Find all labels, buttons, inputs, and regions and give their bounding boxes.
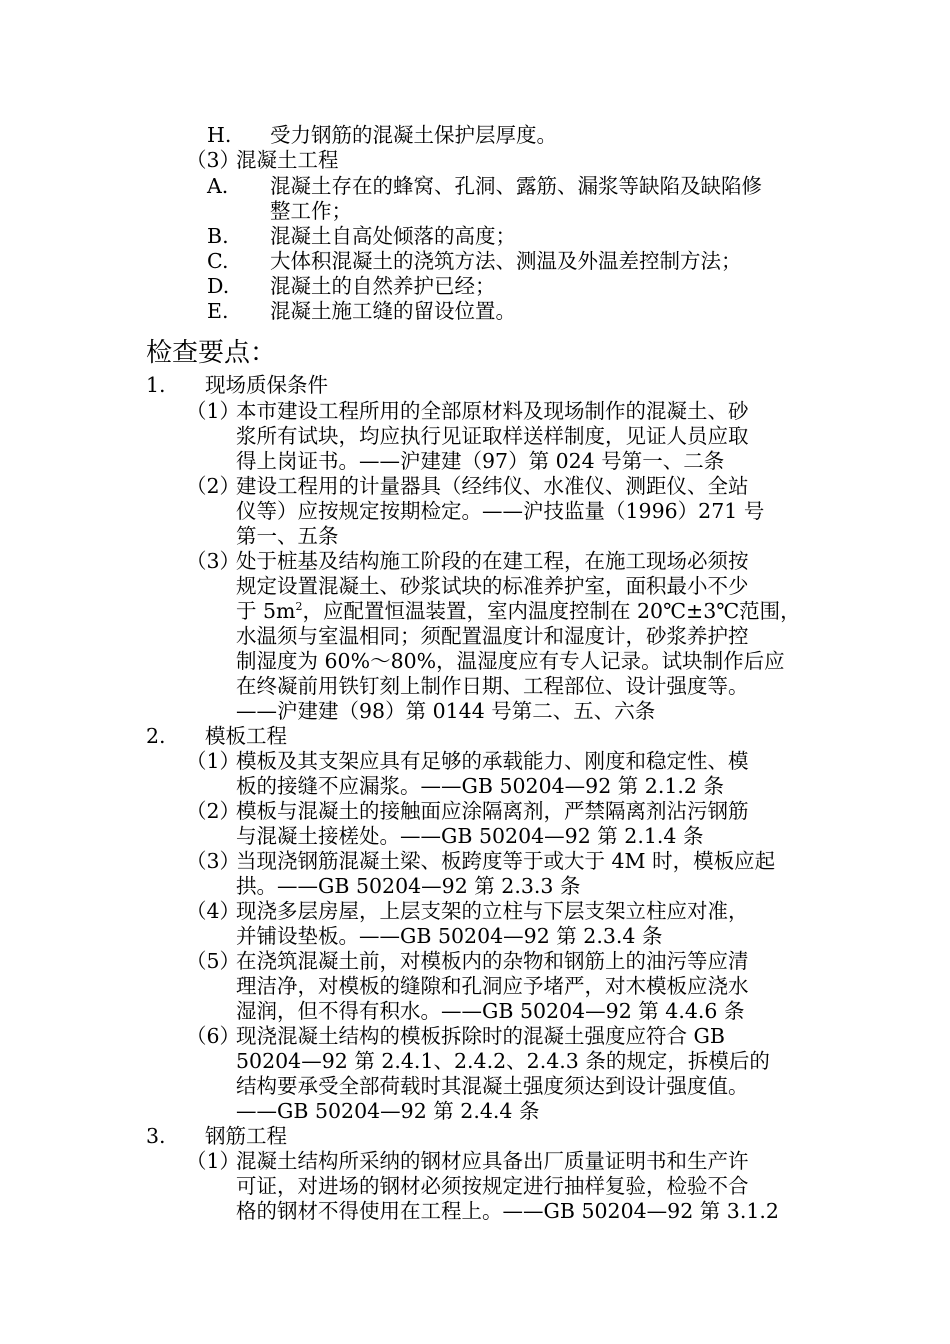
clause-text: 并铺设垫板。——GB 50204—92 第 2.3.4 条: [236, 924, 663, 948]
list-marker: D.: [207, 274, 230, 298]
list-item-text: 混凝土存在的蜂窝、孔洞、露筋、漏浆等缺陷及缺陷修: [270, 174, 762, 198]
clause-text: 拱。——GB 50204—92 第 2.3.3 条: [236, 874, 581, 898]
section-title: 现场质保条件: [205, 373, 328, 397]
clause-text: 第一、五条: [236, 524, 339, 548]
clause-text: 理洁净，对模板的缝隙和孔洞应予堵严，对木模板应浇水: [236, 974, 749, 998]
clause-text: 格的钢材不得使用在工程上。——GB 50204—92 第 3.1.2: [236, 1199, 779, 1223]
list-item-text: 受力钢筋的混凝土保护层厚度。: [270, 123, 557, 147]
clause-marker: （6）: [186, 1024, 241, 1048]
clause-text: 制湿度为 60%～80%，温湿度应有专人记录。试块制作后应: [236, 649, 785, 673]
check-points-heading: 检查要点：: [146, 338, 277, 368]
clause-text: 50204—92 第 2.4.1、2.4.2、2.4.3 条的规定，拆模后的: [236, 1049, 770, 1073]
clause-marker: （3）: [186, 849, 241, 873]
list-marker: A.: [207, 174, 229, 198]
clause-text: 在浇筑混凝土前，对模板内的杂物和钢筋上的油污等应清: [236, 949, 749, 973]
clause-text: 板的接缝不应漏浆。——GB 50204—92 第 2.1.2 条: [236, 774, 724, 798]
clause-text: [236, 599, 801, 624]
clause-marker: （1）: [186, 399, 241, 423]
clause-text: 模板与混凝土的接触面应涂隔离剂，严禁隔离剂沾污钢筋: [236, 799, 749, 823]
clause-text: ——沪建建（98）第 0144 号第二、五、六条: [236, 699, 656, 723]
list-item-text: 大体积混凝土的浇筑方法、测温及外温差控制方法；: [270, 249, 742, 273]
clause-text: 仪等）应按规定按期检定。——沪技监量（1996）271 号: [236, 499, 765, 523]
list-marker: B.: [207, 224, 229, 248]
list-marker: C.: [207, 249, 229, 273]
section-number: 3.: [146, 1124, 166, 1148]
list-item-text: 整工作；: [270, 199, 352, 223]
clause-text: ——GB 50204—92 第 2.4.4 条: [236, 1099, 540, 1123]
clause-text: 湿润，但不得有积水。——GB 50204—92 第 4.4.6 条: [236, 999, 745, 1023]
clause-text: 建设工程用的计量器具（经纬仪、水准仪、测距仪、全站: [236, 474, 749, 498]
section-title: 模板工程: [205, 724, 287, 748]
list-marker: H.: [207, 123, 232, 147]
clause-marker: （1）: [186, 749, 241, 773]
clause-text: 现浇多层房屋，上层支架的立柱与下层支架立柱应对准，: [236, 899, 749, 923]
list-marker: E.: [207, 299, 229, 323]
clause-text: 在终凝前用铁钉刻上制作日期、工程部位、设计强度等。: [236, 674, 749, 698]
clause-text: 模板及其支架应具有足够的承载能力、刚度和稳定性、模: [236, 749, 749, 773]
clause-text: 结构要承受全部荷载时其混凝土强度须达到设计强度值。: [236, 1074, 749, 1098]
list-item-text: 混凝土施工缝的留设位置。: [270, 299, 516, 323]
subsection-marker: （3）: [186, 148, 241, 172]
clause-text: 得上岗证书。——沪建建（97）第 024 号第一、二条: [236, 449, 725, 473]
section-number: 1.: [146, 373, 166, 397]
clause-text: 规定设置混凝土、砂浆试块的标准养护室，面积最小不少: [236, 574, 749, 598]
list-item-text: 混凝土自高处倾落的高度；: [270, 224, 516, 248]
clause-text: 处于桩基及结构施工阶段的在建工程，在施工现场必须按: [236, 549, 749, 573]
section-title: 钢筋工程: [205, 1124, 287, 1148]
clause-text: 现浇混凝土结构的模板拆除时的混凝土强度应符合 GB: [236, 1024, 725, 1048]
clause-marker: （5）: [186, 949, 241, 973]
clause-text: 当现浇钢筋混凝土梁、板跨度等于或大于 4M 时，模板应起: [236, 849, 776, 873]
clause-marker: （3）: [186, 549, 241, 573]
section-number: 2.: [146, 724, 166, 748]
clause-marker: （2）: [186, 799, 241, 823]
clause-text: 可证，对进场的钢材必须按规定进行抽样复验，检验不合: [236, 1174, 749, 1198]
list-item-text: 混凝土的自然养护已经；: [270, 274, 496, 298]
superscript: 2: [295, 600, 303, 614]
clause-marker: （4）: [186, 899, 241, 923]
clause-text: 水温须与室温相同；须配置温度计和湿度计，砂浆养护控: [236, 624, 749, 648]
clause-marker: （1）: [186, 1149, 241, 1173]
clause-text: 本市建设工程所用的全部原材料及现场制作的混凝土、砂: [236, 399, 749, 423]
clause-text-part: ，应配置恒温装置，室内温度控制在 20℃±3℃范围，: [302, 599, 801, 623]
subsection-title: 混凝土工程: [236, 148, 339, 172]
clause-text-part: 于 5m: [236, 599, 296, 623]
clause-text: 与混凝土接槎处。——GB 50204—92 第 2.1.4 条: [236, 824, 704, 848]
clause-marker: （2）: [186, 474, 241, 498]
clause-text: 混凝土结构所采纳的钢材应具备出厂质量证明书和生产许: [236, 1149, 749, 1173]
clause-text: 浆所有试块，均应执行见证取样送样制度，见证人员应取: [236, 424, 749, 448]
